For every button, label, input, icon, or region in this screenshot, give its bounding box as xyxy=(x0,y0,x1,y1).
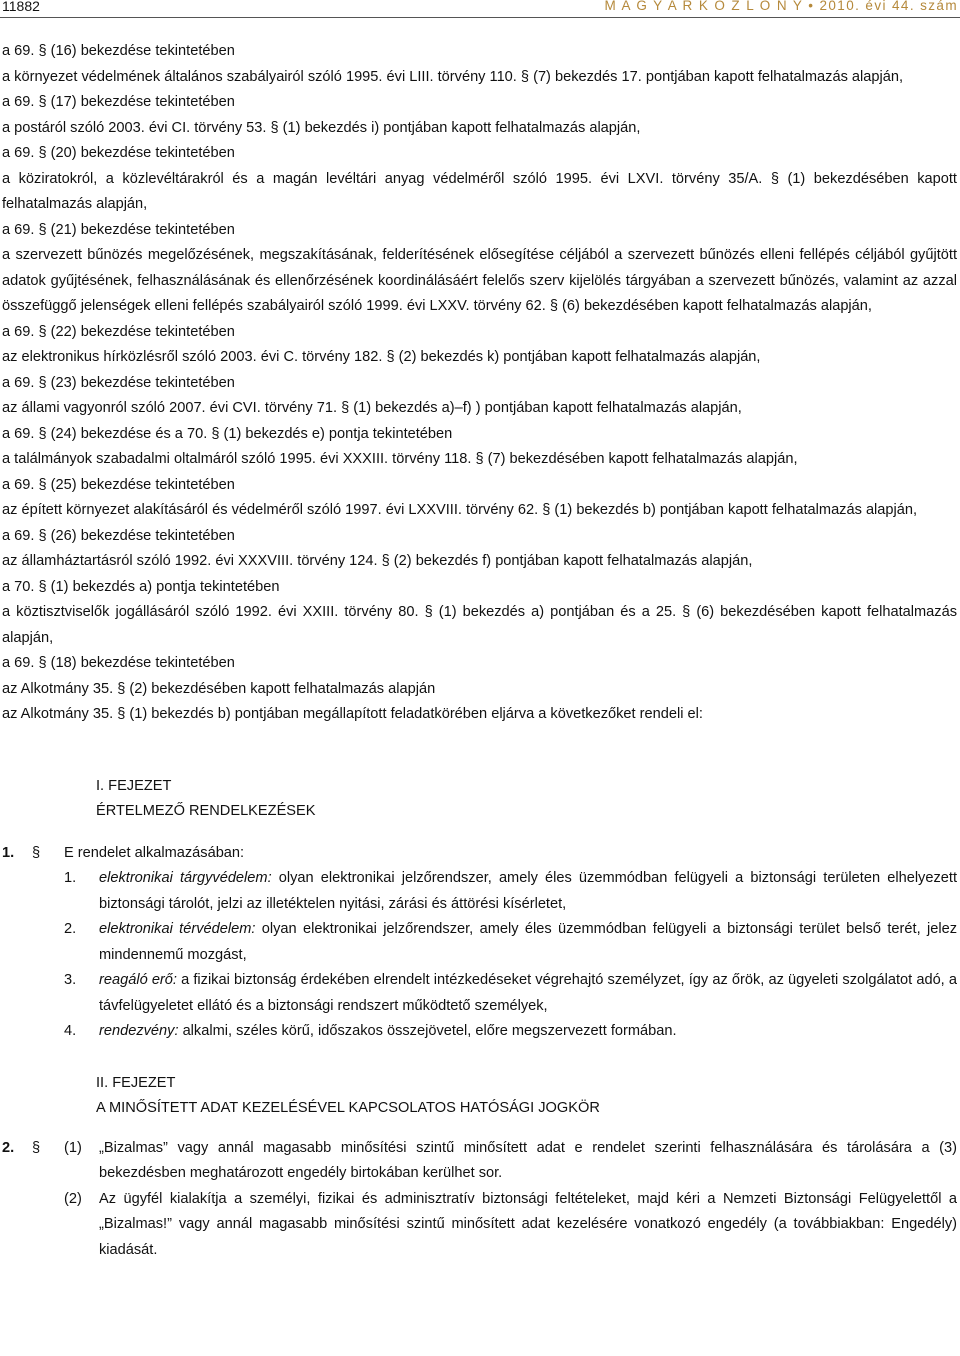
page-header xyxy=(0,0,960,18)
paragraph-item xyxy=(64,1187,957,1264)
section-2 xyxy=(2,1136,957,1264)
preamble-line: a 69. § (18) bekezdése tekintetében xyxy=(2,655,235,671)
preamble-line: a találmányok szabadalmi oltalmáról szóló 1995. évi XXXIII. törvény 118. § (7) bekezdésében kapott felhatalmazás alapján, xyxy=(2,451,798,467)
definition-item xyxy=(64,968,957,1019)
item-number: 4. xyxy=(64,1023,77,1039)
page-number: 11882 xyxy=(2,0,40,14)
chapter-number: II. FEJEZET xyxy=(96,1074,176,1091)
definition-term: reagáló erő: xyxy=(99,972,177,988)
header-rule xyxy=(0,17,960,18)
preamble-line: a 70. § (1) bekezdés a) pontja tekintetében xyxy=(2,578,280,595)
section-symbol: § xyxy=(32,1139,41,1156)
section-number: 1. xyxy=(2,844,15,861)
document-body xyxy=(2,39,957,1263)
preamble-line: az Alkotmány 35. § (1) bekezdés b) pontjában megállapított feladatkörében eljárva a következőket rendeli el: xyxy=(2,706,703,722)
paragraph-text: „Bizalmas” vagy annál magasabb minősítési szintű minősített adat e rendelet szerinti felhasználására és tárolására a (3) bekezdésben meghatározott engedély birtokában kerülhet sor. xyxy=(99,1139,957,1181)
chapter-2-heading xyxy=(96,1071,957,1122)
preamble-line: a környezet védelmének általános szabályairól szóló 1995. évi LIII. törvény 110. § (7) bekezdés 17. pontjában kapott felhatalmazás alapján, xyxy=(2,68,904,85)
preamble-line: a 69. § (16) bekezdése tekintetében xyxy=(2,43,235,59)
preamble-line: az épített környezet alakításáról és védelméről szóló 1997. évi LXXVIII. törvény 62. § (1) bekezdés b) pontjában kapott felhatalmazás alapján, xyxy=(2,502,918,518)
preamble-line: a 69. § (26) bekezdése tekintetében xyxy=(2,527,235,544)
preamble-line: az állami vagyonról szóló 2007. évi CVI. törvény 71. § (1) bekezdés a)–f) ) pontjában kapott felhatalmazás alapján, xyxy=(2,400,742,416)
preamble-line: az elektronikus hírközlésről szóló 2003. évi C. törvény 182. § (2) bekezdés k) pontjában kapott felhatalmazás alapján, xyxy=(2,349,761,365)
definition-term: elektronikai térvédelem: xyxy=(99,921,256,937)
chapter-title: A MINŐSÍTETT ADAT KEZELÉSÉVEL KAPCSOLATOS HATÓSÁGI JOGKÖR xyxy=(96,1100,600,1116)
section-symbol: § xyxy=(32,844,41,861)
section-number: 2. xyxy=(2,1139,15,1156)
preamble-line: a 69. § (21) bekezdése tekintetében xyxy=(2,221,235,238)
paragraph-number: (1) xyxy=(64,1139,82,1156)
preamble-line: a köztisztviselők jogállásáról szóló 1992. évi XXIII. törvény 80. § (1) bekezdés a) pontjában és a 25. § (6) bekezdésében kapott felhatalmazás alapján, xyxy=(2,604,957,646)
chapter-title: ÉRTELMEZŐ RENDELKEZÉSEK xyxy=(96,803,316,819)
definition-text: alkalmi, széles körű, időszakos összejövetel, előre megszervezett formában. xyxy=(178,1023,677,1039)
journal-title: M A G Y A R K Ö Z L Ö N Y • 2010. évi 44. szám xyxy=(604,0,958,13)
definition-item xyxy=(64,917,957,968)
preamble-line: a 69. § (23) bekezdése tekintetében xyxy=(2,374,235,391)
item-number: 1. xyxy=(64,870,77,886)
definition-term: rendezvény: xyxy=(99,1023,179,1039)
paragraph-item xyxy=(64,1136,957,1187)
definition-item xyxy=(64,1019,957,1045)
paragraph-number: (2) xyxy=(64,1190,82,1207)
preamble-line: a 69. § (24) bekezdése és a 70. § (1) bekezdés e) pontja tekintetében xyxy=(2,425,453,442)
definition-text: olyan elektronikai jelzőrendszer, amely éles üzemmódban felügyeli a biztonsági területen elhelyezett biztonsági tárolót, jelzi az illetéktelen nyitási, zárási és áttörési kísérletet, xyxy=(99,870,957,912)
chapter-number: I. FEJEZET xyxy=(96,777,172,794)
preamble-line: az Alkotmány 35. § (2) bekezdésében kapott felhatalmazás alapján xyxy=(2,680,436,697)
preamble-line: a 69. § (20) bekezdése tekintetében xyxy=(2,145,235,161)
preamble xyxy=(2,39,957,728)
preamble-line: a 69. § (22) bekezdése tekintetében xyxy=(2,323,235,340)
preamble-line: a szervezett bűnözés megelőzésének, megszakításának, felderítésének elősegítése céljából a szervezett bűnözés elleni fellépés céljából gyűjtött adatok gyűjtésének, felhasználásának és ellenőrzésének koordinálásáért felelős szerv kijelölés tárgyában a szervezett bűnözés, valamint az azzal összefüggő jelenségek elleni fellépés szabályairól szóló 1999. évi LXXV. törvény 62. § (6) bekezdésében kapott felhatalmazás alapján, xyxy=(2,247,957,314)
preamble-line: az államháztartásról szóló 1992. évi XXXVIII. törvény 124. § (2) bekezdés f) pontjában kapott felhatalmazás alapján, xyxy=(2,553,753,569)
preamble-line: a 69. § (25) bekezdése tekintetében xyxy=(2,476,235,493)
item-number: 3. xyxy=(64,972,77,988)
paragraph-text: Az ügyfél kialakítja a személyi, fizikai és adminisztratív biztonsági feltételeket, majd kéri a Nemzeti Biztonsági Felügyelettől a „Bizalmas!” vagy annál magasabb minősítési szintű minősített adat kezelésére vonatkozó engedély (a továbbiakban: Engedély) kiadását. xyxy=(99,1190,957,1258)
definition-term: elektronikai tárgyvédelem: xyxy=(99,870,272,886)
section-intro: E rendelet alkalmazásában: xyxy=(64,844,245,861)
definition-text: a fizikai biztonság érdekében elrendelt intézkedéseket végrehajtó személyzet, így az őrök, az ügyeleti szolgálatot adó, a távfelügyeletet ellátó és a biztonsági rendszert működtető személyek, xyxy=(99,972,957,1014)
section-1 xyxy=(2,841,957,1045)
definition-text: olyan elektronikai jelzőrendszer, amely éles üzemmódban felügyeli a biztonsági terület belső terét, jelez mindennemű mozgást, xyxy=(99,921,957,963)
preamble-line: a 69. § (17) bekezdése tekintetében xyxy=(2,94,235,110)
preamble-line: a köziratokról, a közlevéltárakról és a magán levéltári anyag védelméről szóló 1995. évi LXVI. törvény 35/A. § (1) bekezdésében kapott felhatalmazás alapján, xyxy=(2,170,957,212)
item-number: 2. xyxy=(64,921,77,937)
definition-item xyxy=(64,866,957,917)
chapter-1-heading xyxy=(96,774,957,825)
preamble-line: a postáról szóló 2003. évi CI. törvény 53. § (1) bekezdés i) pontjában kapott felhatalmazás alapján, xyxy=(2,119,641,136)
